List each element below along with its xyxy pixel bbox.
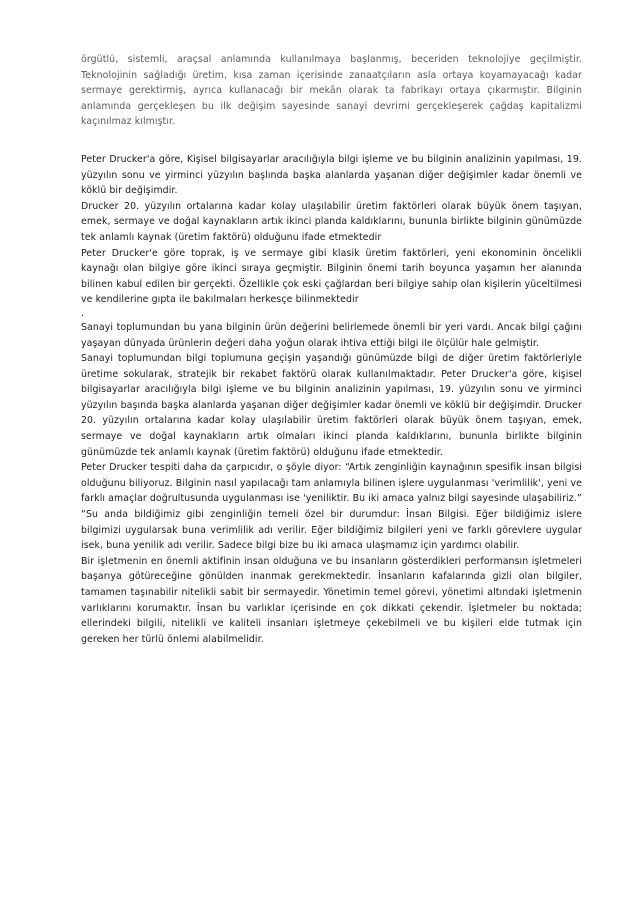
paragraph-industrial-society: Sanayi toplumundan bu yana bilginin ürün değerini belirlemede önemli bir yeri vardı. Ancak bilgi çağını yaşayan dünyada ürünlerin değeri daha yoğun olarak ihtiva ettiği bilgi ile ölçülür hale gelmiştir.	[81, 321, 582, 349]
paragraph-information-society: Sanayi toplumundan bilgi toplumuna geçişin yaşandığı günümüzde bilgi de diğer üretim faktörleriyle üretime sokularak, stratejik bir rekabet faktörü olarak kullanılmaktadır. Peter Drucker'a göre, kişisel bilgisayarlar aracılığıyla bilgi işleme ve bu bilginin analizinin yapılması, 19. yüzyılın sonu ve yirminci yüzyılın başında başka alanlarda yaşanan diğer değişimler kadar önemli ve köklü bir değişimdir. Drucker 20. yüzyılın ortalarına kadar kolay ulaşılabilir üretim faktörleri olarak büyük önem taşıyan, emek, sermaye ve doğal kaynakların artık olmaları ikinci planda kaldıklarını, bununla birlikte bilginin günümüzde tek anlamlı kaynak (üretim faktörü) olduğunu ifade etmektedir.	[81, 353, 582, 458]
paragraph-classic-factors: Peter Drucker'e göre toprak, iş ve sermaye gibi klasik üretim faktörleri, yeni ekonominin öncelikli kaynağı olan bilgiye göre ikinci sıraya geçmiştir. Bilginin önemi tarih boyunca yaşamın her alanında bilinen kabul edilen bir gerçekti. Özellikle çok eski çağlardan beri bilgiye sahip olan kişilerin yüceltilmesi ve kendilerine gıpta ile bakılmaları herkesçe bilinmektedir	[81, 247, 582, 306]
paragraph-human-knowledge: “Su anda bildiğimiz gibi zenginliğin temeli özel bir durumdur: İnsan Bilgisi. Eğer bildiğimiz islere bilgimizi uygularsak buna verimlilik adı verilir. Eğer bildiğimiz bilgileri yeni ve farklı görevlere uygular isek, buna yenilik adı verilir. Sadece bilgi bize bu iki amaca ulaşmamız için yardımcı olabilir.	[81, 509, 582, 552]
stray-dot: .	[81, 307, 84, 319]
paragraph-human-asset: Bir işletmenin en önemli aktifinin insan olduğuna ve bu insanların gösterdikleri performansın işletmeleri başarıya götüreceğine gönülden inanmak gerekmektedir. İnsanların kafalarında gizli olan bilgiler, tamamen taşınabilir nitelikli sabit bir sermayedir. Yönetimin temel görevi, yönetimi altındaki işletmenin varlıklarını korumaktır. İnsan bu varlıklar içerisinde en çok dikkati çekendir. İşletmeler bu noktada; ellerindeki bilgili, nitelikli ve kaliteli insanları işletmeye çekebilmeli ve bu kişileri elde tutmak için gereken her türlü önlemi alabilmelidir.	[81, 555, 582, 645]
paragraph-drucker-pc: Peter Drucker'a göre, Kişisel bilgisayarlar aracılığıyla bilgi işleme ve bu bilginin analizinin yapılması, 19. yüzyılın sonu ve yirminci yüzyılın başlında başka alanlarda yaşanan diğer değişimler kadar önemli ve köklü bir değişimdir.	[81, 153, 582, 197]
paragraph-intro: örgütlü, sistemli, araçsal anlamında kullanılmaya başlanmış, beceriden teknolojiye geçilmiştir. Teknolojinin sağladığı üretim, kısa zaman içerisinde zanaatçıların asla ortaya koyamayacağı kadar sermaye gerektirmiş, ayrıca kullanacağı bir mekân olarak ta fabrikayı ortaya çıkarmıştır. Bilginin anlamında gerçekleşen bu ilk değişim sayesinde sanayi devrimi gerçekleşerek çağdaş kapitalizmi kaçınılmaz kılmıştır.	[81, 54, 582, 128]
paragraph-drucker-quote: Peter Drucker tespiti daha da çarpıcıdır, o şöyle diyor: “Artık zenginliğin kaynağının spesifik insan bilgisi olduğunu biliyoruz. Bilginin nasıl yapılacağı tam anlamıyla bilinen işlere uygulanması 'verimlilik', yeni ve farklı amaçlar doğrultusunda uygulanması ise 'yeniliktir. Bu iki amaca yalnız bilgi sayesinde ulaşabiliriz.”	[81, 462, 582, 505]
paragraph-production-factors: Drucker 20. yüzyılın ortalarına kadar kolay ulaşılabilir üretim faktörleri olarak büyük önem taşıyan, emek, sermaye ve doğal kaynakların artık ikinci planda kaldıklarını, bununla birlikte bilginin günümüzde tek anlamlı kaynak (üretim faktörü) olduğunu ifade etmektedir	[81, 200, 582, 243]
